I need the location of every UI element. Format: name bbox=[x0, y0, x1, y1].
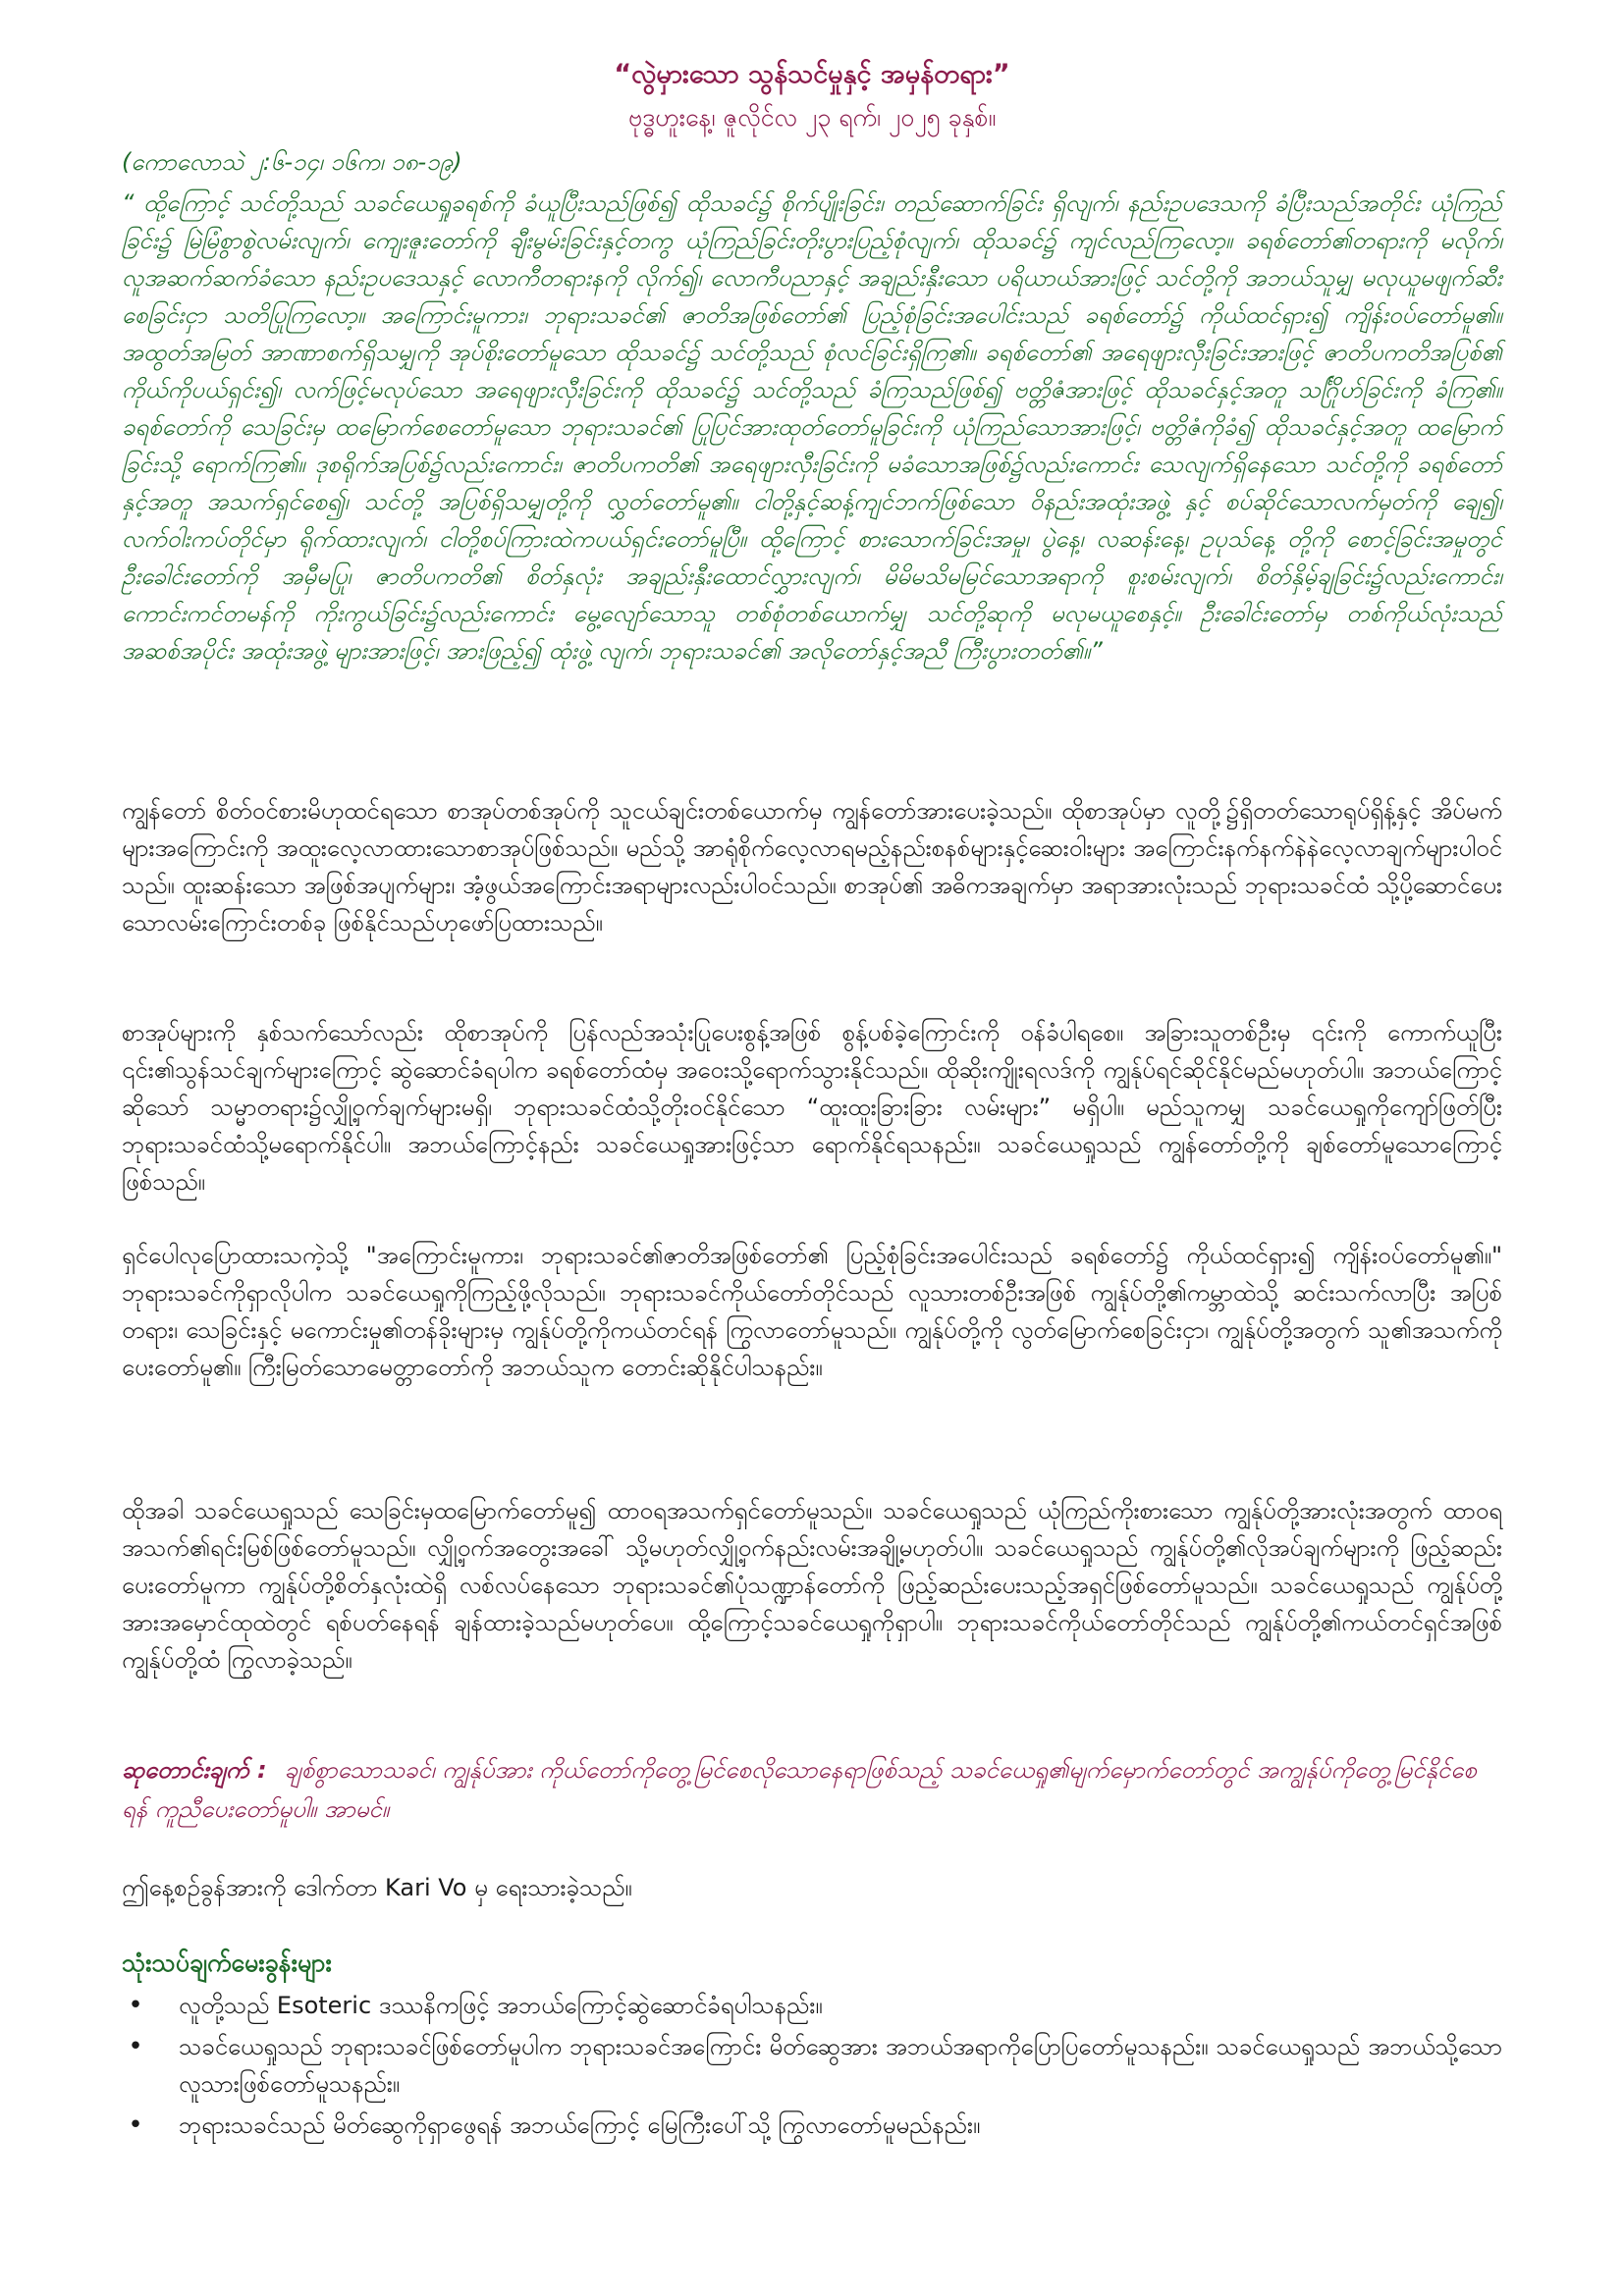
body-paragraph: ထိုအခါ သခင်ယေရှုသည် သေခြင်းမှထမြောက်တော်မူ၍ ထာဝရအသက်ရှင်တော်မူသည်။ သခင်ယေရှုသည် ယုံကြည်ကိုးစားသော ကျွန်ုပ်တို့အားလုံးအတွက် ထာဝရအသက်၏ရင်းမြစ်ဖြစ်တော်မူသည်။ လျှို့ဝှက်အတွေးအခေါ် သို့မဟုတ်လျှို့ဝှက်နည်းလမ်းအချို့မဟုတ်ပါ။ သခင်ယေရှုသည် ကျွန်ုပ်တို့၏လိုအပ်ချက်များကို ဖြည့်ဆည်းပေးတော်မူကာ ကျွန်ုပ်တို့စိတ်နှလုံးထဲရှိ လစ်လပ်နေသော ဘုရားသခင်၏ပုံသဏ္ဍာန်တော်ကို ဖြည့်ဆည်းပေးသည့်အရှင်ဖြစ်တော်မူသည်။ သခင်ယေရှုသည် ကျွန်ုပ်တို့အားအမှောင်ထုထဲတွင် ရစ်ပတ်နေရန် ချန်ထားခဲ့သည်မဟုတ်ပေ။ ထို့ကြောင့်သခင်ယေရှုကိုရှာပါ။ ဘုရားသခင်ကိုယ်တော်တိုင်သည် ကျွန်ုပ်တို့၏ကယ်တင်ရှင်အဖြစ် ကျွန်ုပ်တို့ထံ ကြွလာခဲ့သည်။ bbox=[122, 1497, 1502, 1674]
body-paragraph: ရှင်ပေါလုပြောထားသကဲ့သို့ "အကြောင်းမူကား၊ ဘုရားသခင်၏ဇာတိအဖြစ်တော်၏ ပြည့်စုံခြင်းအပေါင်းသည် ခရစ်တော်၌ ကိုယ်ထင်ရှား၍ ကျိန်းဝပ်တော်မူ၏။" ဘုရားသခင်ကိုရှာလိုပါက သခင်ယေရှုကိုကြည့်ဖို့လိုသည်။ ဘုရားသခင်ကိုယ်တော်တိုင်သည် လူသားတစ်ဦးအဖြစ် ကျွန်ုပ်တို့၏ကမ္ဘာထဲသို့ ဆင်းသက်လာပြီး အပြစ်တရား၊ သေခြင်းနှင့် မကောင်းမှု၏တန်ခိုးများမှ ကျွန်ုပ်တို့ကိုကယ်တင်ရန် ကြွလာတော်မူသည်။ ကျွန်ုပ်တို့ကို လွတ်မြောက်စေခြင်းငှာ၊ ကျွန်ုပ်တို့အတွက် သူ၏အသက်ကို ပေးတော်မူ၏။ ကြီးမြတ်သောမေတ္တာတော်ကို အဘယ်သူက တောင်းဆိုနိုင်ပါသနည်း။ bbox=[122, 1242, 1502, 1381]
body-paragraph: စာအုပ်များကို နှစ်သက်သော်လည်း ထိုစာအုပ်ကို ပြန်လည်အသုံးပြုပေးစွန့်အဖြစ် စွန့်ပစ်ခဲ့ကြောင်းကို ဝန်ခံပါရစေ။ အခြားသူတစ်ဦးမှ ၎င်းကို ကောက်ယူပြီး ၎င်း၏သွန်သင်ချက်များကြောင့် ဆွဲဆောင်ခံရပါက ခရစ်တော်ထံမှ အဝေးသို့ရောက်သွားနိုင်သည်။ ထိုဆိုးကျိုးရလဒ်ကို ကျွန်ုပ်ရင်ဆိုင်နိုင်မည်မဟုတ်ပါ။ အဘယ်ကြောင့်ဆိုသော် သမ္မာတရား၌လျှို့ဝှက်ချက်များမရှိ၊ ဘုရားသခင်ထံသို့တိုးဝင်နိုင်သော “ထူးထူးခြားခြား လမ်းများ” မရှိပါ။ မည်သူကမျှ သခင်ယေရှုကိုကျော်ဖြတ်ပြီး ဘုရားသခင်ထံသို့မရောက်နိုင်ပါ။ အဘယ်ကြောင့်နည်း သခင်ယေရှုအားဖြင့်သာ ရောက်နိုင်ရသနည်း။ သခင်ယေရှုသည် ကျွန်တော်တို့ကို ချစ်တော်မူသောကြောင့်ဖြစ်သည်။ bbox=[122, 1019, 1502, 1196]
bullet-icon: • bbox=[128, 2032, 143, 2061]
list-item bbox=[122, 1987, 1502, 2024]
question-text: လူတို့သည် Esoteric ဒဿနိကဖြင့် အဘယ်ကြောင့်ဆွဲဆောင်ခံရပါသနည်း။ bbox=[179, 1992, 823, 2019]
prayer-label: ဆုတောင်းချက် : bbox=[122, 1756, 267, 1784]
prayer-block bbox=[122, 1750, 1502, 1829]
list-item bbox=[122, 2028, 1502, 2103]
date-line: ဗုဒ္ဓဟူးနေ့၊ ဇူလိုင်လ ၂၃ ရက်၊ ၂၀၂၅ ခုနှစ်။ bbox=[627, 103, 997, 132]
scripture-quote: “ ထို့ကြောင့် သင်တို့သည် သခင်ယေရှုခရစ်ကို ခံယူပြီးသည်ဖြစ်၍ ထိုသခင်၌ စိုက်ပျိုးခြင်း၊ တည်ဆောက်ခြင်း ရှိလျက်၊ နည်းဥပဒေသကို ခံပြီးသည်အတိုင်း ယုံကြည်ခြင်း၌ မြဲမြံစွာစွဲလမ်းလျက်၊ ကျေးဇူးတော်ကို ချီးမွမ်းခြင်းနှင့်တကွ ယုံကြည်ခြင်းတိုးပွားပြည့်စုံလျက်၊ ထိုသခင်၌ ကျင်လည်ကြလော့။ ခရစ်တော်၏တရားကို မလိုက်၊ လူအဆက်ဆက်ခံသော နည်းဥပဒေသနှင့် လောကီတရားနကို လိုက်၍၊ လောကီပညာနှင့် အချည်းနှီးသော ပရိယာယ်အားဖြင့် သင်တို့ကို အဘယ်သူမျှ မလုယူမဖျက်ဆီး စေခြင်းငှာ သတိပြုကြလော့။ အကြောင်းမူကား၊ ဘုရားသခင်၏ ဇာတိအဖြစ်တော်၏ ပြည့်စုံခြင်းအပေါင်းသည် ခရစ်တော်၌ ကိုယ်ထင်ရှား၍ ကျိန်းဝပ်တော်မူ၏။ အထွတ်အမြတ် အာဏာစက်ရှိသမျှကို အုပ်စိုးတော်မူသော ထိုသခင်၌ သင်တို့သည် စုံလင်ခြင်းရှိကြ၏။ ခရစ်တော်၏ အရေဖျားလှီးခြင်းအားဖြင့် ဇာတိပကတိအပြစ်၏ ကိုယ်ကိုပယ်ရှင်း၍၊ လက်ဖြင့်မလုပ်သော အရေဖျားလှီးခြင်းကို ထိုသခင်၌ သင်တို့သည် ခံကြသည်ဖြစ်၍ ဗတ္တိဇံအားဖြင့် ထိုသခင်နှင့်အတူ သင်္ဂြိုဟ်ခြင်းကို ခံကြ၏။ ခရစ်တော်ကို သေခြင်းမှ ထမြောက်စေတော်မူသော ဘုရားသခင်၏ ပြုပြင်အားထုတ်တော်မူခြင်းကို ယုံကြည်သောအားဖြင့်၊ ဗတ္တိဇံကိုခံ၍ ထိုသခင်နှင့်အတူ ထမြောက်ခြင်းသို့ ရောက်ကြ၏။ ဒုစရိုက်အပြစ်၌လည်းကောင်း၊ ဇာတိပကတိ၏ အရေဖျားလှီးခြင်းကို မခံသောအဖြစ်၌လည်းကောင်း သေလျက်ရှိနေသော သင်တို့ကို ခရစ်တော်နှင့်အတူ အသက်ရှင်စေ၍၊ သင်တို့ အပြစ်ရှိသမျှတို့ကို လွှတ်တော်မူ၏။ ငါတို့နှင့်ဆန့်ကျင်ဘက်ဖြစ်သော ဝိနည်းအထုံးအဖွဲ့ နှင့် စပ်ဆိုင်သောလက်မှတ်ကို ချေ၍၊ လက်ဝါးကပ်တိုင်မှာ ရိုက်ထားလျက်၊ ငါတို့စပ်ကြားထဲကပယ်ရှင်းတော်မူပြီ။ ထို့ကြောင့် စားသောက်ခြင်းအမှု၊ ပွဲနေ့၊ လဆန်းနေ့၊ ဥပုသ်နေ့ တို့ကို စောင့်ခြင်းအမှုတွင် ဦးခေါင်းတော်ကို အမှီမပြု၊ ဇာတိပကတိ၏ စိတ်နှလုံး အချည်းနှီးထောင်လွှားလျက်၊ မိမိမသိမမြင်သောအရာကို စူးစမ်းလျက်၊ စိတ်နှိမ့်ချခြင်း၌လည်းကောင်း၊ ကောင်းကင်တမန်ကို ကိုးကွယ်ခြင်း၌လည်းကောင်း မွေ့လျော်သောသူ တစ်စုံတစ်ယောက်မျှ သင်တို့ဆုကို မလုမယူစေနှင့်။ ဦးခေါင်းတော်မှ တစ်ကိုယ်လုံးသည် အဆစ်အပိုင်း အထုံးအဖွဲ့ များအားဖြင့်၊ အားဖြည့်၍ ထုံးဖွဲ့ လျက်၊ ဘုရားသခင်၏ အလိုတော်နှင့်အညီ ကြီးပွားတတ်၏။” bbox=[122, 189, 1502, 665]
reflection-heading: သုံးသပ်ချက်မေးခွန်းများ bbox=[122, 1949, 332, 1977]
page-title: “လွဲမှားသော သွန်သင်မှုနှင့် အမှန်တရား” bbox=[614, 59, 1010, 89]
question-text: သခင်ယေရှုသည် ဘုရားသခင်ဖြစ်တော်မူပါက ဘုရားသခင်အကြောင်း မိတ်ဆွေအား အဘယ်အရာကိုပြောပြတော်မူသနည်း။ သခင်ယေရှုသည် အဘယ်သို့သောလူသားဖြစ်တော်မူသနည်း။ bbox=[179, 2033, 1502, 2098]
bullet-icon: • bbox=[128, 2110, 143, 2140]
scripture-reference: (ကောလောသဲ ၂:၆-၁၄၊ ၁၆က၊ ၁၈-၁၉) bbox=[122, 148, 462, 176]
bullet-icon: • bbox=[128, 1991, 143, 2020]
author-line: ဤနေ့စဉ်ခွန်အားကို ဒေါက်တာ Kari Vo မှ ရေးသားခဲ့သည်။ bbox=[122, 1874, 632, 1901]
body-paragraph: ကျွန်တော် စိတ်ဝင်စားမိဟုထင်ရသော စာအုပ်တစ်အုပ်ကို သူငယ်ချင်းတစ်ယောက်မှ ကျွန်တော်အားပေးခဲ့သည်။ ထိုစာအုပ်မှာ လူတို့၌ရှိတတ်သောရုပ်ရှိန့်နှင့် အိပ်မက်များအကြောင်းကို အထူးလေ့လာထားသောစာအုပ်ဖြစ်သည်။ မည်သို့ အာရုံစိုက်လေ့လာရမည့်နည်းစနစ်များနှင့်ဆေးဝါးများ အကြောင်းနက်နက်နဲနဲလေ့လာချက်များပါဝင်သည်။ ထူးဆန်းသော အဖြစ်အပျက်များ၊ အံ့ဖွယ်အကြောင်းအရာများလည်းပါဝင်သည်။ စာအုပ်၏ အဓိကအချက်မှာ အရာအားလုံးသည် ဘုရားသခင်ထံ သို့ပို့ဆောင်ပေးသောလမ်းကြောင်းတစ်ခု ဖြစ်နိုင်သည်ဟုဖော်ပြထားသည်။ bbox=[122, 797, 1502, 936]
question-text: ဘုရားသခင်သည် မိတ်ဆွေကိုရှာဖွေရန် အဘယ်ကြောင့် မြေကြီးပေါ်သို့ ကြွလာတော်မူမည်နည်း။ bbox=[179, 2111, 981, 2139]
reflection-question-list bbox=[122, 1987, 1502, 2148]
list-item bbox=[122, 2107, 1502, 2144]
prayer-text: ချစ်စွာသောသခင်၊ ကျွန်ုပ်အား ကိုယ်တော်ကိုတွေ့မြင်စေလိုသောနေရာဖြစ်သည့် သခင်ယေရှု၏မျက်မှောက်တော်တွင် အကျွန်ုပ်ကိုတွေ့မြင်နိုင်စေရန် ကူညီပေးတော်မူပါ။ အာမင်။ bbox=[122, 1756, 1477, 1823]
